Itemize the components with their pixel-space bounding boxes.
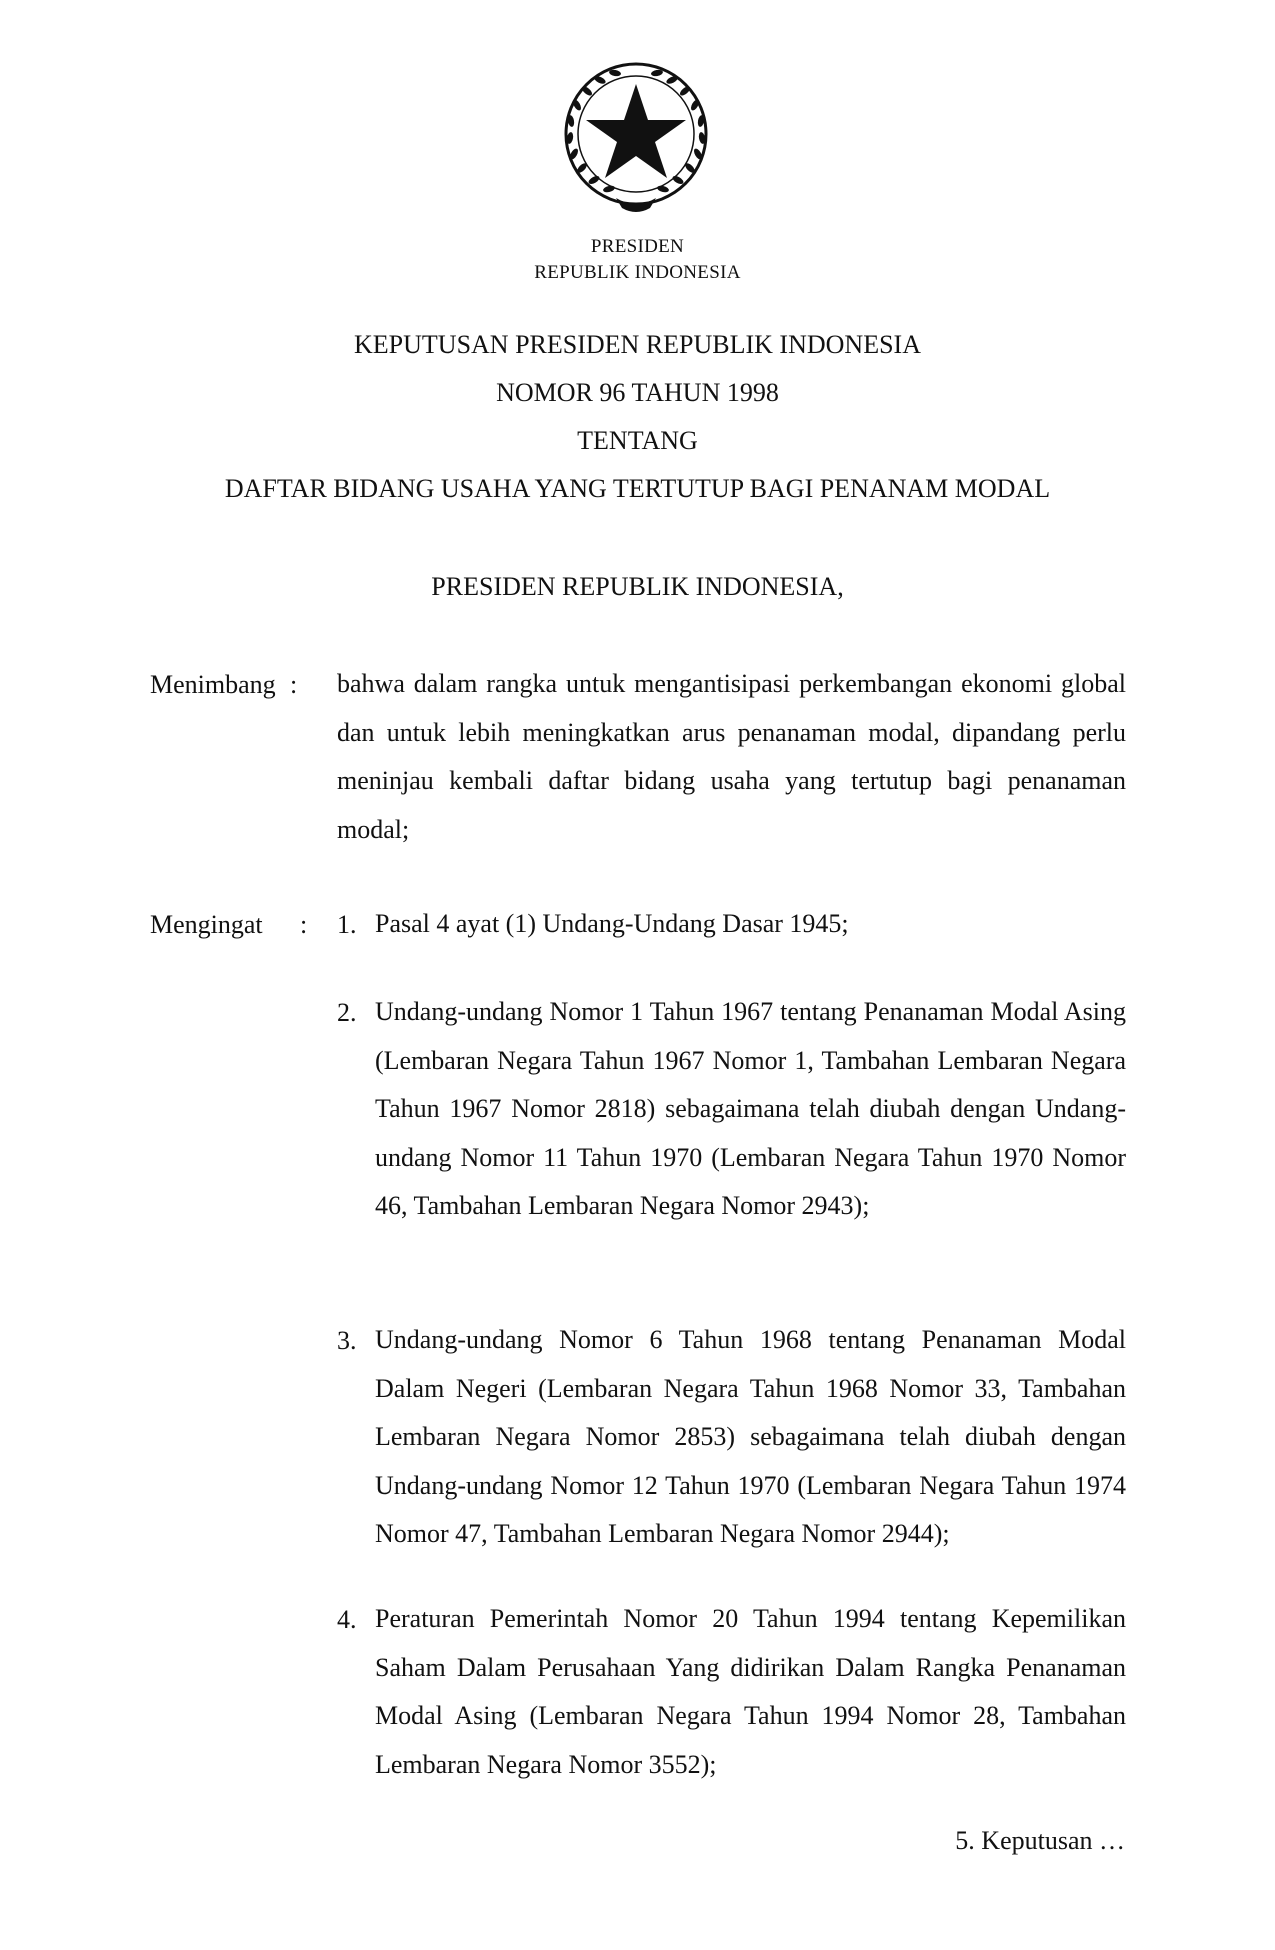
menimbang-label: Menimbang xyxy=(150,670,276,699)
decree-about: TENTANG xyxy=(577,426,698,455)
mengingat-item-3-text: Undang-undang Nomor 6 Tahun 1968 tentang Penanaman Modal Dalam Negeri (Lembaran Negara Tahun 1968 Nomor 33, Tambahan Lembaran Negara Nomor 2853) sebagaimana telah diubah dengan Undang-undang Nomor 12 Tahun 1970 (Lembaran Negara Tahun 1974 Nomor 47, Tambahan Lembaran Negara Nomor 2944); xyxy=(375,1325,1126,1548)
mengingat-label: Mengingat xyxy=(150,910,263,939)
mengingat-item-2-text: Undang-undang Nomor 1 Tahun 1967 tentang Penanaman Modal Asing (Lembaran Negara Tahun 1967 Nomor 1, Tambahan Lembaran Negara Tahun 1967 Nomor 2818) sebagaimana telah diubah dengan Undang-undang Nomor 11 Tahun 1970 (Lembaran Negara Tahun 1970 Nomor 46, Tambahan Lembaran Negara Nomor 2943); xyxy=(375,997,1126,1220)
presidential-emblem-icon xyxy=(554,58,718,216)
issuer-line: PRESIDEN REPUBLIK INDONESIA, xyxy=(431,572,844,601)
menimbang-text: bahwa dalam rangka untuk mengantisipasi perkembangan ekonomi global dan untuk lebih meningkatkan arus penanaman modal, dipandang perlu meninjau kembali daftar bidang usaha yang tertutup bagi penanaman modal; xyxy=(337,669,1126,844)
decree-number: NOMOR 96 TAHUN 1998 xyxy=(496,378,779,407)
header-president: PRESIDEN xyxy=(590,236,685,257)
decree-title: KEPUTUSAN PRESIDEN REPUBLIK INDONESIA xyxy=(354,330,921,359)
menimbang-colon: : xyxy=(290,670,298,699)
mengingat-item-4-number: 4. xyxy=(337,1605,357,1634)
header-republic: REPUBLIK INDONESIA xyxy=(534,262,741,283)
mengingat-item-1-text: Pasal 4 ayat (1) Undang-Undang Dasar 1945; xyxy=(375,909,849,938)
mengingat-colon: : xyxy=(300,910,308,939)
decree-subject: DAFTAR BIDANG USAHA YANG TERTUTUP BAGI PENANAM MODAL xyxy=(224,474,1051,503)
continuation-note: 5. Keputusan … xyxy=(955,1826,1125,1855)
mengingat-item-4-text: Peraturan Pemerintah Nomor 20 Tahun 1994 tentang Kepemilikan Saham Dalam Perusahaan Yang didirikan Dalam Rangka Penanaman Modal Asing (Lembaran Negara Tahun 1994 Nomor 28, Tambahan Lembaran Negara Nomor 3552); xyxy=(375,1604,1126,1779)
mengingat-item-3-number: 3. xyxy=(337,1326,357,1355)
mengingat-item-2-number: 2. xyxy=(337,998,357,1027)
mengingat-item-1-number: 1. xyxy=(337,910,357,939)
